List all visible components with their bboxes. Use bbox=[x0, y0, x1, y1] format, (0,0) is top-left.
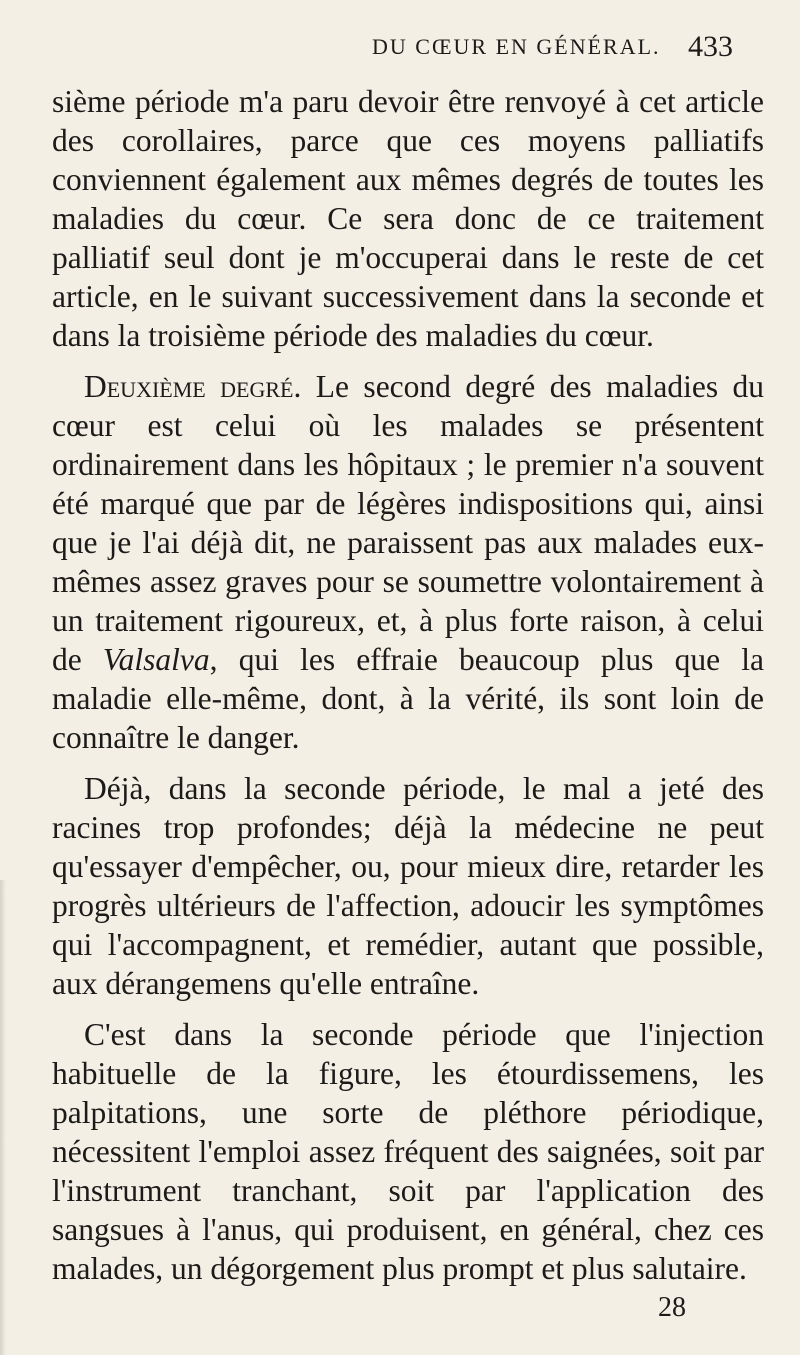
signature-mark: 28 bbox=[658, 1292, 686, 1323]
paragraph-4: C'est dans la seconde période que l'injection habituelle de la figure, les étourdissemens, les palpitations, une sorte de pléthore périodique, nécessitent l'emploi assez fréquent des saignées, soit par l'instrument tranchant, soit par l'application des sangsues à l'anus, qui produisent, en général, chez ces malades, un dégorgement plus prompt et plus salutaire. bbox=[52, 1017, 764, 1286]
section-heading: Deuxième degré. bbox=[84, 369, 302, 404]
page-edge-shadow bbox=[0, 880, 6, 1355]
paragraph-2 bbox=[52, 367, 764, 757]
page-number: 433 bbox=[688, 30, 733, 63]
paragraph-1: sième période m'a paru devoir être renvoyé à cet article des corollaires, parce que ces moyens palliatifs conviennent également aux mêmes degrés de toutes les maladies du cœur. Ce sera donc de ce traitement palliatif seul dont je m'occuperai dans le reste de cet article, en le suivant successivement dans la seconde et dans la troisième période des maladies du cœur. bbox=[52, 84, 764, 353]
body-text bbox=[52, 82, 764, 1288]
page-header bbox=[0, 30, 800, 70]
paragraph-2-text-a: Le second degré des maladies du cœur est celui où les malades se présentent ordinairement dans les hôpitaux ; le premier n'a souvent été marqué que par de légères indispositions qui, ainsi que je l'ai déjà dit, ne paraissent pas aux malades eux-mêmes assez graves pour se soumettre volontairement à un traitement rigoureux, et, à plus forte raison, à celui de bbox=[52, 369, 764, 677]
running-head: DU CŒUR EN GÉNÉRAL. bbox=[372, 34, 661, 59]
paragraph-3: Déjà, dans la seconde période, le mal a jeté des racines trop profondes; déjà la médecine ne peut qu'essayer d'empêcher, ou, pour mieux dire, retarder les progrès ultérieurs de l'affection, adoucir les symptômes qui l'accompagnent, et remédier, autant que possible, aux dérangemens qu'elle entraîne. bbox=[52, 771, 764, 1001]
paragraph-2-text-b: , qui les effraie beaucoup plus que la maladie elle-même, dont, à la vérité, ils sont loin de connaître le danger. bbox=[52, 642, 764, 755]
author-name: Valsalva bbox=[102, 642, 210, 677]
